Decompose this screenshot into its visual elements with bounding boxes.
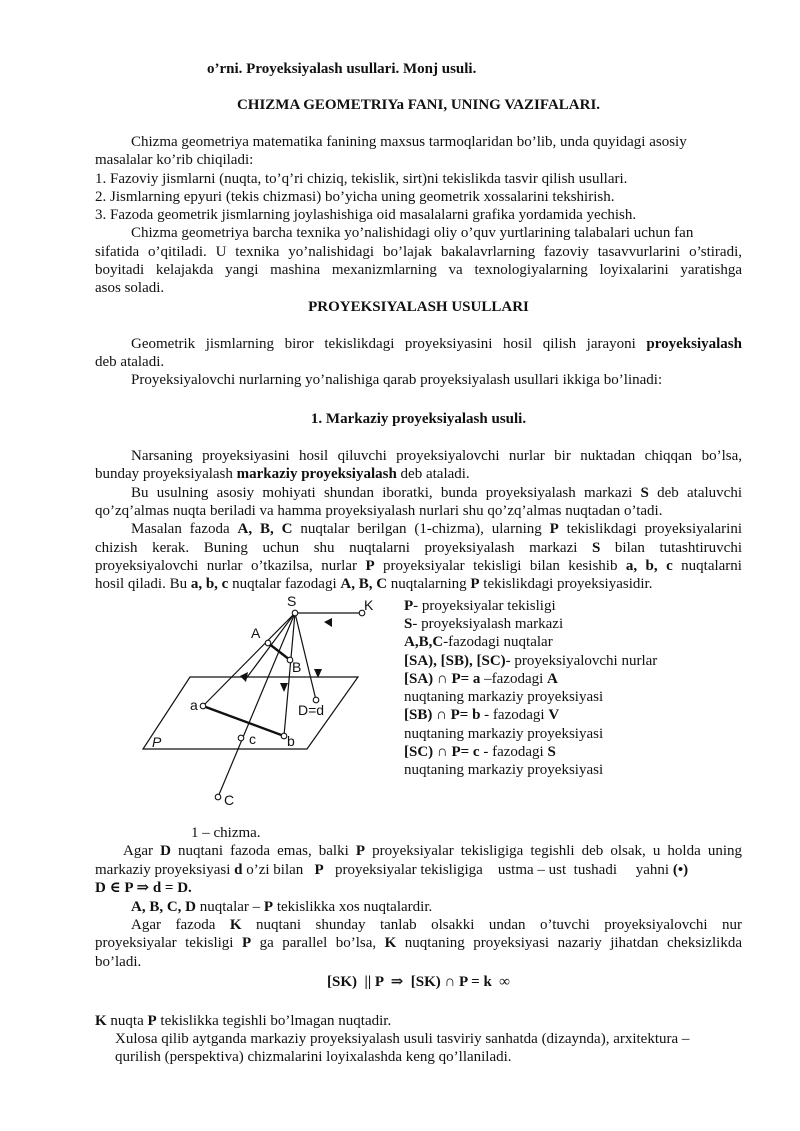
point-b: [281, 733, 287, 739]
paragraph-line: bunday proyeksiyalash markaziy proyeksiyalash deb ataladi.: [95, 466, 470, 482]
label-c: c: [249, 731, 256, 747]
paragraph-line: A, B, C, D nuqtalar – P tekislikka xos nuqtalardir.: [131, 899, 433, 915]
paragraph-line: D ∈ P ⇒ d = D.: [95, 880, 192, 896]
intro-line: sifatida o’qitiladi. U texnika yo’nalishidagi bo’lajak bakalavrlarning fazoviy tasavvurlarini o’stiradi,: [95, 244, 742, 260]
paragraph-line: Masalan fazoda A, B, C nuqtalar berilgan (1-chizma), ularning P tekislikdagi proyeksiyalarini: [131, 521, 742, 537]
legend-line: P- proyeksiyalar tekisligi: [404, 598, 556, 614]
central-projection-diagram: [140, 592, 380, 812]
paragraph-line: chizish kerak. Buning uchun shu nuqtalarni proyeksiyalash markazi S bilan tutashtiruvchi: [95, 540, 742, 556]
legend-line: [SC) ∩ P= c - fazodagi S: [404, 744, 556, 760]
formula: [SK) || P ⇒ [SK) ∩ P = k ∞: [327, 974, 510, 990]
page-header: o’rni. Proyeksiyalash usullari. Monj usuli.: [207, 61, 477, 77]
paragraph-line: Narsaning proyeksiyasini hosil qiluvchi proyeksiyalovchi nurlar bir nuktadan chiqqan bo’lsa,: [131, 448, 742, 464]
point-C: [215, 794, 221, 800]
paragraph-line: Xulosa qilib aytganda markaziy proyeksiyalash usuli tasviriy sanhatda (dizaynda), arxitektura –: [115, 1031, 690, 1047]
ray-SA-to-a: [203, 613, 295, 706]
legend-line: [SA), [SB), [SC)- proyeksiyalovchi nurlar: [404, 653, 658, 669]
legend-line: nuqtaning markaziy proyeksiyasi: [404, 689, 604, 705]
legend-line: [SB) ∩ P= b - fazodagi V: [404, 707, 560, 723]
label-Dd: D=d: [298, 702, 325, 718]
ray-SD: [295, 613, 316, 700]
section-heading: 1. Markaziy proyeksiyalash usuli.: [310, 411, 527, 427]
paragraph-line: qurilish (perspektiva) chizmalarini loyixalashda keng qo’llaniladi.: [115, 1049, 512, 1065]
figure-caption: 1 – chizma.: [191, 825, 261, 841]
paragraph-line: deb ataladi.: [95, 354, 165, 370]
point-S: [292, 610, 298, 616]
point-c: [238, 735, 244, 741]
page-title: CHIZMA GEOMETRIYa FANI, UNING VAZIFALARI.: [236, 97, 601, 113]
paragraph-line: proyeksiyalovchi nurlar o’tkazilsa, nurlar P proyeksiyalar tekisligi bilan kesishib a, b, c nuqtalarni: [95, 558, 742, 574]
intro-item-3: 3. Fazoda geometrik jismlarning joylashishiga oid masalalarni grafika yordamida yechish.: [95, 207, 637, 223]
label-B: B: [292, 659, 302, 675]
legend-line: S- proyeksiyalash markazi: [404, 616, 564, 632]
intro-line: masalalar ko’rib chiqiladi:: [95, 152, 254, 168]
label-b: b: [287, 733, 295, 749]
legend-line: nuqtaning markaziy proyeksiyasi: [404, 762, 604, 778]
legend-line: A,B,C-fazodagi nuqtalar: [404, 634, 553, 650]
label-K: K: [364, 597, 374, 613]
intro-item-1: 1. Fazoviy jismlarni (nuqta, to’q’ri chiziq, tekislik, sirt)ni tekislikda tasvir qilish usullari.: [95, 171, 628, 187]
label-a: a: [190, 697, 198, 713]
segment-ab: [203, 706, 284, 736]
intro-line: Chizma geometriya barcha texnika yo’nalishidagi oliy o’quv yurtlarining talabalari uchun fan: [131, 225, 694, 241]
paragraph-line: hosil qiladi. Bu a, b, c nuqtalar fazodagi A, B, C nuqtalarning P tekislikdagi proyeksiyasidir.: [95, 576, 653, 592]
paragraph-line: Bu usulning asosiy mohiyati shundan iboratki, bunda proyeksiyalash markazi S deb ataluvchi: [131, 485, 742, 501]
label-P: P: [152, 734, 162, 750]
point-A: [265, 640, 271, 646]
intro-item-2: 2. Jismlarning epyuri (tekis chizmasi) bo’yicha uning geometrik xossalarini tekshirish.: [95, 189, 615, 205]
arrow-head: [324, 618, 332, 627]
label-S: S: [287, 593, 297, 609]
intro-line: Chizma geometriya matematika fanining maxsus tarmoqlaridan bo’lib, unda quyidagi asosiy: [131, 134, 687, 150]
paragraph-line: bo’ladi.: [95, 954, 142, 970]
paragraph-line: Proyeksiyalovchi nurlarning yo’nalishiga qarab proyeksiyalash usullari ikkiga bo’linadi:: [131, 372, 663, 388]
intro-line: asos soladi.: [95, 280, 165, 296]
intro-line: boyitadi kelajakda yangi mashina mexanizmlarning va texnologiyalarning loyixalarini yaratishga: [95, 262, 742, 278]
paragraph-line: markaziy proyeksiyasi d o’zi bilan P proyeksiyalar tekisligiga ustma – ust tushadi yahni (•): [95, 862, 689, 878]
paragraph-line: Agar fazoda K nuqtani shunday tanlab olsakki undan o’tuvchi proyeksiyalovchi nur: [131, 917, 742, 933]
paragraph-line: Geometrik jismlarning biror tekislikdagi proyeksiyasini hosil qilish jarayoni proyeksiyalash: [131, 336, 742, 352]
legend-line: [SA) ∩ P= a –fazodagi A: [404, 671, 558, 687]
arrow-head: [240, 672, 248, 682]
paragraph-line: Agar D nuqtani fazoda emas, balki P proyeksiyalar tekisligiga tegishli deb olsak, u holda uning: [123, 843, 742, 859]
ray-extra: [245, 613, 295, 680]
arrow-head: [280, 683, 288, 692]
section-heading: PROYEKSIYALASH USULLARI: [308, 299, 529, 315]
legend-line: nuqtaning markaziy proyeksiyasi: [404, 726, 604, 742]
point-a: [200, 703, 206, 709]
label-C: C: [224, 792, 235, 808]
paragraph-line: proyeksiyalar tekisligi P ga parallel bo’lsa, K nuqtaning proyeksiyasi nazariy jihatdan cheksizlikda: [95, 935, 742, 951]
paragraph-line: qo’zq’almas nuqta beriladi va hamma proyeksiyalash nurlari shu qo’zq’almas nuqtadan o’tadi.: [95, 503, 663, 519]
label-A: A: [251, 625, 261, 641]
paragraph-line: K nuqta P tekislikka tegishli bo’lmagan nuqtadir.: [95, 1013, 392, 1029]
